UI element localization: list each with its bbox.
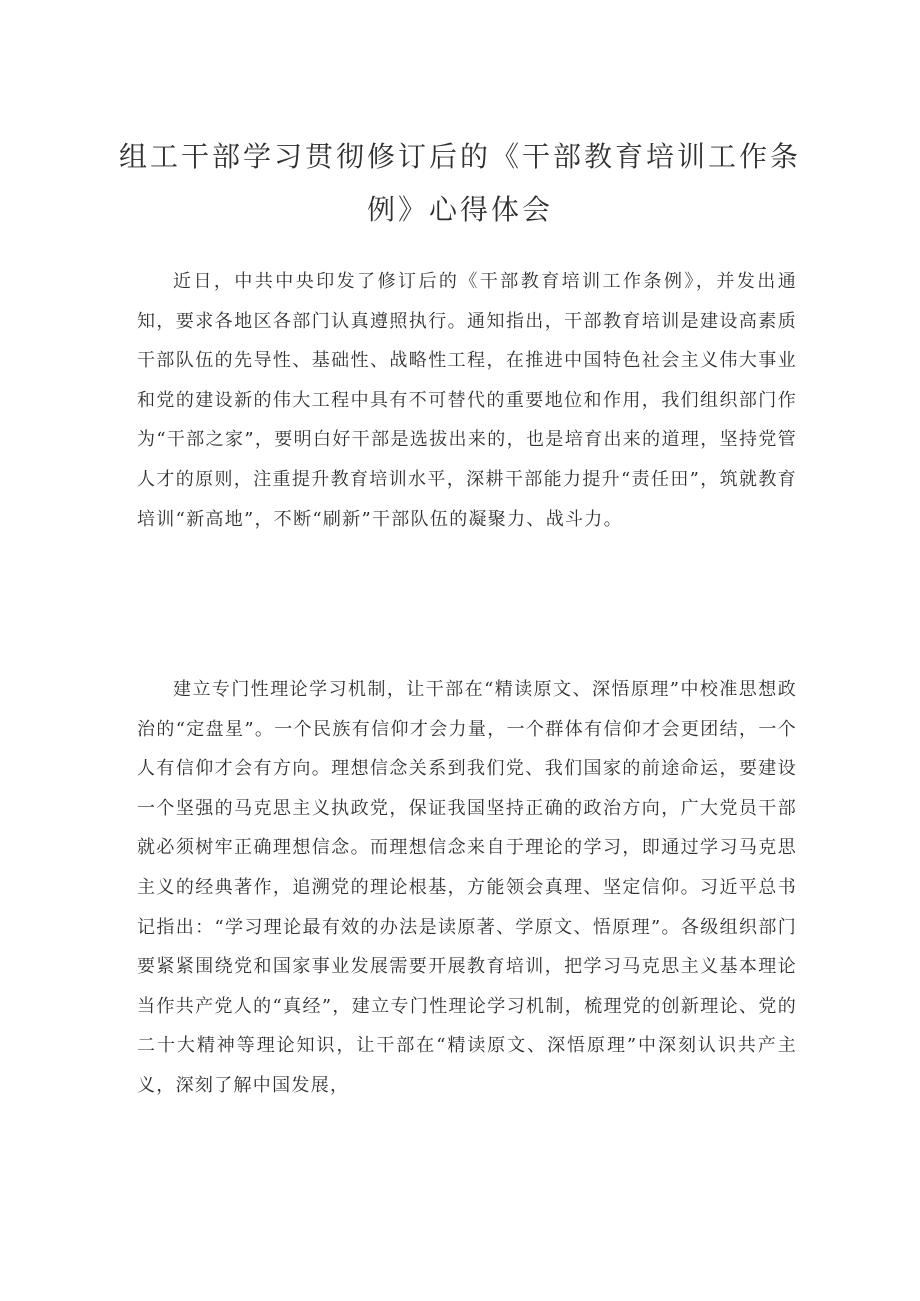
body-paragraph-2: 建立专门性理论学习机制，让干部在“精读原文、深悟原理”中校准思想政治的“定盘星”。一个民族有信仰才会力量，一个群体有信仰才会更团结，一个人有信仰才会有方向。理想信念关系到我们党、我们国家的前途命运，要建设一个坚强的马克思主义执政党，保证我国坚持正确的政治方向，广大党员干部就必须树牢正确理想信念。而理想信念来自于理论的学习，即通过学习马克思主义的经典著作，追溯党的理论根基，方能领会真理、坚定信仰。习近平总书记指出：“学习理论最有效的办法是读原著、学原文、悟原理”。各级组织部门要紧紧围绕党和国家事业发展需要开展教育培训，把学习马克思主义基本理论当作共产党人的“真经”，建立专门性理论学习机制，梳理党的创新理论、党的二十大精神等理论知识，让干部在“精读原文、深悟原理”中深刻认识共产主义，深刻了解中国发展， (137, 679, 797, 1096)
document-title (0, 130, 920, 236)
title-line-1: 组工干部学习贯彻修订后的《干部教育培训工作条 (118, 140, 801, 173)
body-paragraph-1: 近日，中共中央印发了修订后的《干部教育培训工作条例》，并发出通知，要求各地区各部门认真遵照执行。通知指出，干部教育培训是建设高素质干部队伍的先导性、基础性、战略性工程，在推进中国特色社会主义伟大事业和党的建设新的伟大工程中具有不可替代的重要地位和作用，我们组织部门作为“干部之家”，要明白好干部是选拔出来的，也是培育出来的道理，坚持党管人才的原则，注重提升教育培训水平，深耕干部能力提升“责任田”，筑就教育培训“新高地”，不断“刷新”干部队伍的凝聚力、战斗力。 (137, 271, 797, 530)
title-line-2: 例》心得体会 (366, 193, 553, 226)
